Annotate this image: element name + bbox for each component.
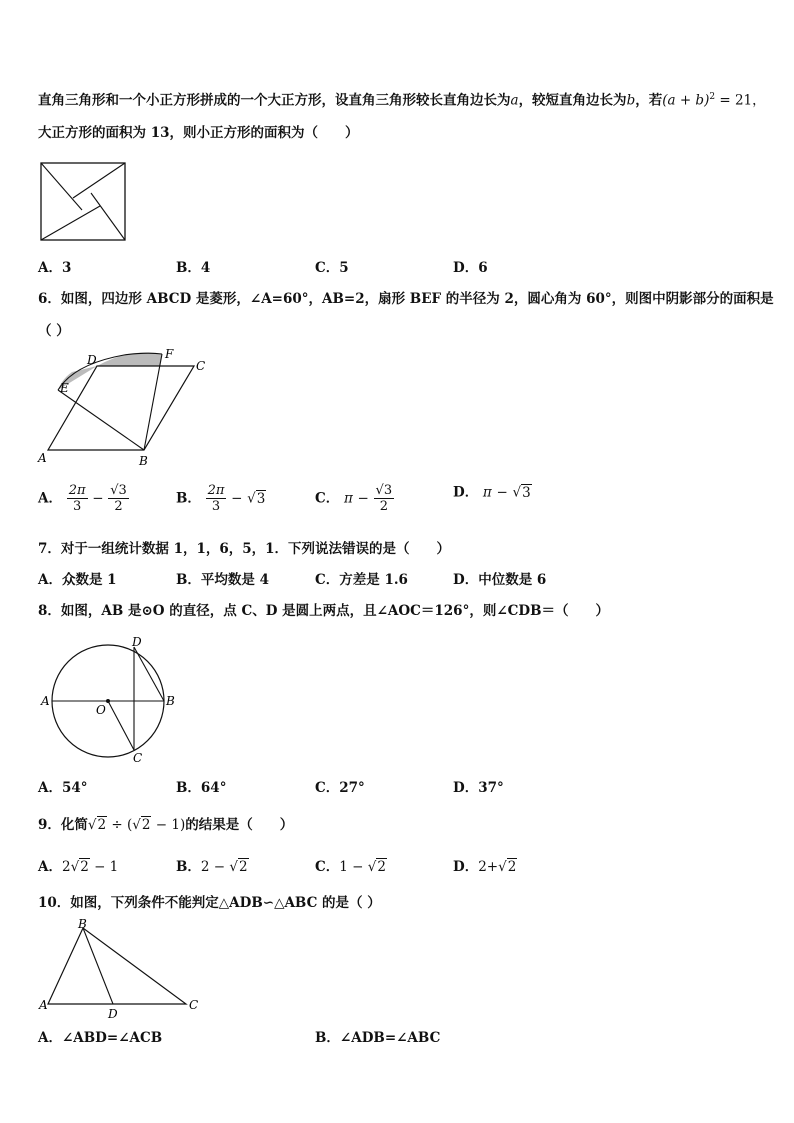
q9-suffix: 的结果是（ ） [185, 817, 294, 833]
q5-formula: (a + b) [662, 92, 710, 109]
q6-label-d: D [87, 353, 97, 367]
q6-label-f: F [165, 347, 174, 361]
q6-b-den1: 3 [211, 499, 221, 514]
q5-var-a: a [510, 92, 519, 109]
q6-a-num1: 2π [68, 483, 86, 498]
q6-line1: 6．如图，四边形 ABCD 是菱形，∠A=60°，AB=2，扇形 BEF 的半径为 2，圆心角为 60°，则图中阴影部分的面积是 [38, 291, 774, 307]
q5-line1 [38, 88, 766, 110]
q5-exponent: 2 [709, 92, 716, 102]
q5-text-b: ，较短直角边长为 [518, 92, 627, 109]
q5-text-a: 直角三角形和一个小正方形拼成的一个大正方形，设直角三角形较长直角边长为 [38, 92, 511, 109]
q6-option-c-letter: C． [315, 490, 340, 507]
q6-c-num2: √3 [375, 483, 393, 498]
q6-b-minus: − [231, 490, 243, 507]
q6-option-b-letter: B． [176, 490, 201, 507]
q9-d-pre: 2+ [478, 859, 499, 875]
q6-option-c[interactable] [315, 483, 394, 514]
q9-a-post: − 1 [89, 859, 119, 875]
q9-b-radicand: 2 [239, 859, 248, 875]
q9-option-a[interactable]: A．2√2 − 1 [38, 859, 119, 875]
q8-label-c: C [133, 751, 143, 765]
q8-label-a: A [41, 694, 50, 708]
q6-a-minus: − [92, 490, 104, 507]
q9-option-a-letter: A． [38, 859, 62, 875]
q6-option-a-letter: A． [38, 490, 62, 507]
q9-option-c[interactable]: C．1 − √2 [315, 859, 386, 875]
q6-option-d[interactable]: D． π − √3 [453, 484, 531, 501]
q9-option-d-letter: D． [453, 859, 479, 875]
q6-label-c: C [196, 359, 206, 373]
q10-label-a: A [39, 998, 48, 1012]
q5-big-square [41, 163, 125, 240]
q5-option-c[interactable]: C．5 [315, 260, 349, 276]
q6-a-den2: 2 [114, 499, 123, 514]
q5-text-c: ，若 [635, 92, 663, 109]
q9-div: ÷ ( [107, 817, 133, 833]
q8-option-c[interactable]: C．27° [315, 780, 365, 796]
q5-var-b: b [626, 92, 636, 109]
q10-option-b[interactable]: B．∠ADB=∠ABC [315, 1030, 441, 1046]
q6-option-a[interactable] [38, 483, 129, 514]
q8-figure [38, 636, 178, 766]
q9-option-b-letter: B． [176, 859, 201, 875]
q8-label-b: B [166, 694, 175, 708]
q9-c-pre: 1 − [339, 859, 368, 875]
q7-option-d[interactable]: D．中位数是 6 [453, 572, 547, 588]
q6-d-minus: − [496, 484, 508, 501]
q9-radicand-b: 2 [141, 817, 151, 833]
q6-option-d-letter: D． [453, 484, 479, 501]
q5-option-a[interactable]: A．3 [38, 260, 72, 276]
q10-label-c: C [189, 998, 199, 1012]
q6-c-minus: − [357, 490, 369, 507]
q10-label-d: D [108, 1007, 118, 1021]
q9-tail: − 1) [151, 817, 186, 833]
q6-c-pi: π [343, 490, 353, 507]
q8-option-a[interactable]: A．54° [38, 780, 88, 796]
q9-a-radicand: 2 [80, 859, 89, 875]
q6-label-b: B [139, 454, 148, 468]
q8-option-b[interactable]: B．64° [176, 780, 227, 796]
q8-label-o: O [96, 703, 106, 717]
q6-a-num2: √3 [110, 483, 127, 498]
q10-figure [36, 918, 206, 1024]
q9-option-b[interactable]: B．2 − √2 [176, 859, 248, 875]
q10-label-b: B [78, 917, 87, 931]
q6-d-radicand: 3 [522, 484, 531, 501]
q6-d-pi: π [482, 484, 492, 501]
q6-option-b[interactable]: B． $\frac{2\pi}{3}$ − √3 [176, 483, 266, 514]
q9-c-radicand: 2 [377, 859, 386, 875]
q7-line1: 7．对于一组统计数据 1，1，6，5，1．下列说法错误的是（ ） [38, 541, 451, 557]
q7-option-c[interactable]: C．方差是 1.6 [315, 572, 408, 588]
q9-line1: 9．化简√2 ÷ (√2 − 1)的结果是（ ） [38, 817, 294, 833]
q7-option-b[interactable]: B．平均数是 4 [176, 572, 270, 588]
q10-option-a[interactable]: A．∠ABD=∠ACB [38, 1030, 163, 1046]
q9-prefix: 9．化简 [38, 817, 88, 833]
q9-b-pre: 2 − [200, 859, 230, 875]
q6-label-a: A [38, 451, 47, 465]
q9-d-radicand: 2 [507, 859, 517, 875]
q5-option-b[interactable]: B．4 [176, 260, 211, 276]
q8-label-d: D [132, 635, 142, 649]
q9-option-c-letter: C． [315, 859, 340, 875]
q10-line1: 10．如图，下列条件不能判定△ADB∽△ABC 的是（ ） [38, 895, 381, 911]
q10-triangle-abc [48, 928, 186, 1004]
q6-line2: （ ） [38, 323, 70, 339]
q6-label-e: E [60, 381, 69, 395]
q8-option-d[interactable]: D．37° [453, 780, 504, 796]
q6-b-radicand: 3 [256, 490, 266, 507]
q6-c-den2: 2 [379, 499, 388, 514]
q9-radicand-a: 2 [97, 817, 107, 833]
q5-option-d[interactable]: D．6 [453, 260, 488, 276]
q5-equals: = 21， [715, 92, 766, 109]
q6-a-den1: 3 [72, 499, 82, 514]
q6-b-num1: 2π [207, 483, 225, 498]
q6-figure [34, 346, 214, 468]
q7-option-a[interactable]: A．众数是 1 [38, 572, 117, 588]
q8-line1: 8．如图，AB 是⊙O 的直径，点 C、D 是圆上两点，且∠AOC＝126°，则∠CDB＝（ ） [38, 603, 609, 619]
q5-figure [38, 160, 128, 242]
q9-option-d[interactable]: D．2+√2 [453, 859, 517, 875]
q5-line2: 大正方形的面积为 13，则小正方形的面积为（ ） [38, 125, 359, 141]
q9-a-pre: 2 [61, 859, 71, 875]
